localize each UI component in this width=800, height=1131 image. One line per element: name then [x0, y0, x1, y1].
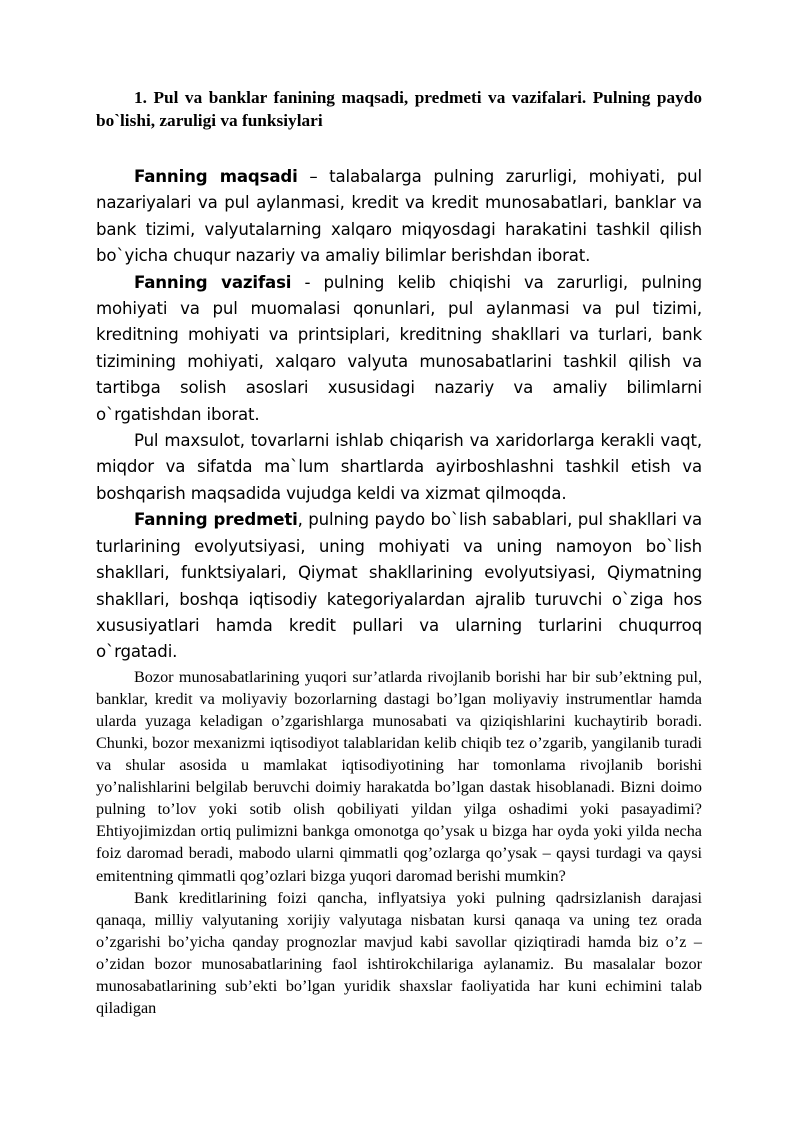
goal-lead: Fanning maqsadi [134, 167, 298, 186]
paragraph-money-origin: Pul maxsulot, tovarlarni ishlab chiqarish va xaridorlarga kerakli vaqt, miqdor va sifatda ma`lum shartlarda ayirboshlashni tashkil etish va boshqarish maqsadida vujudga keldi va xizmat qilmoqda. [96, 431, 702, 503]
section-heading: 1. Pul va banklar fanining maqsadi, predmeti va vazifalari. Pulning paydo bo`lishi, zaruligi va funksiylari [96, 88, 702, 130]
tasks-text: - pulning kelib chiqishi va zarurligi, pulning mohiyati va pul muomalasi qonunlari, pul aylanmasi va pul tizimi, kreditning mohiyati va printsiplari, kreditning shakllari va turlari, bank tizimining mohiyati, xalqaro valyuta munosabatlarini tashkil qilish va tartibga solish asoslari xususidagi nazariy va amaliy bilimlarni o`rgatishdan iborat. [96, 272, 702, 424]
goal-text: – talabalarga pulning zarurligi, mohiyati, pul nazariyalari va pul aylanmasi, kredit va kredit munosabatlari, banklar va bank tizimi, valyutalarning xalqaro miqyosdagi harakatini tashkil qilish bo`yicha chuqur nazariy va amaliy bilimlar berishdan iborat. [96, 167, 702, 266]
paragraph-tasks [96, 270, 702, 428]
subject-lead: Fanning predmeti [134, 510, 298, 530]
document-page [96, 86, 702, 1019]
paragraph-bank-credits: Bank kreditlarining foizi qancha, inflyatsiya yoki pulning qadrsizlanish darajasi qanaqa, milliy valyutaning xorijiy valyutaga nisbatan kursi qanaqa va uning tez orada o’zgarishi bo’yicha qanday prognozlar mavjud kabi savollar qiziqtiradi hamda biz o’z – o’zidan bozor munosabatlarining faol ishtirokchilariga aylanamiz. Bu masalalar bozor munosabatlarining sub’ekti bo’lgan yuridik shaxslar faoliyatida har kuni echimini talab qiladigan [96, 888, 702, 1018]
paragraph-market-relations: Bozor munosabatlarining yuqori sur’atlarda rivojlanib borishi har bir sub’ektning pul, banklar, kredit va moliyaviy bozorlarning dastagi bo’lgan moliyaviy instrumentlar hamda ularda yuzaga keladigan o’zgarishlarga munosabati va qiziqishlarini kuchaytirib boradi. Chunki, bozor mexanizmi iqtisodiyot talablaridan kelib chiqib tez o’zgarib, yangilanib turadi va shular asosida u mamlakat iqtisodiyotining har tomonlama rivojlanib borishi yo’nalishlarini belgilab beruvchi doimiy harakatda bo’lgan dastak hisoblanadi. Bizni doimo pulning to’lov yoki sotib olish qobiliyati yildan yilga oshadimi yoki pasayadimi? Ehtiyojimizdan ortiq pulimizni bankga omonotga qo’ysak u bizga har oyda yoki yilda necha foiz daromad beradi, mabodo ularni qimmatli qog’ozlarga qo’ysak – qaysi turdagi va qaysi emitentning qimmatli qog’ozlari bizga yuqori daromad berishi mumkin? [96, 667, 702, 885]
paragraph-subject [96, 507, 702, 665]
tasks-lead: Fanning vazifasi [134, 272, 292, 292]
subject-text: , pulning paydo bo`lish sabablari, pul shakllari va turlarining evolyutsiyasi, uning mohiyati va uning namoyon bo`lish shakllari, funktsiyalari, Qiymat shakllarining evolyutsiyasi, Qiymatning shakllari, boshqa iqtisodiy kategoriyalardan ajralib turuvchi o`ziga hos xususiyatlari hamda kredit pullari va ularning turlarini chuqurroq o`rgatadi. [96, 510, 702, 662]
paragraph-goal [96, 164, 702, 270]
